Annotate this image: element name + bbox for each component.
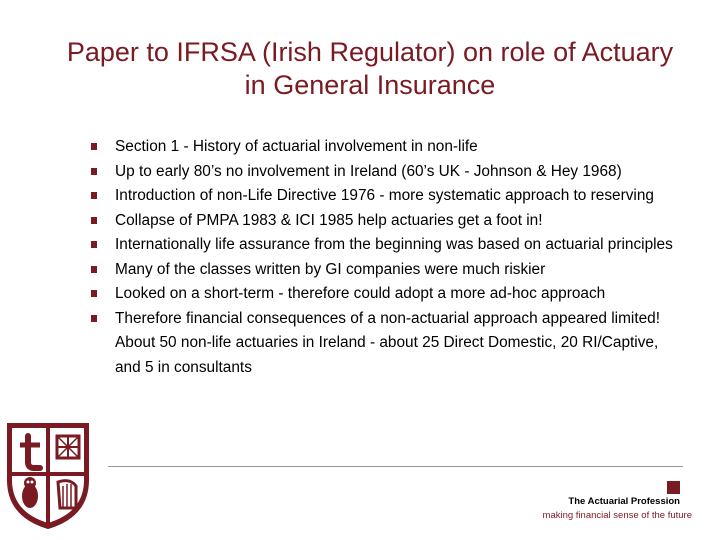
bullet-item: About 50 non-life actuaries in Ireland - about 25 Direct Domestic, 20 RI/Captive, and 5 in consultants <box>115 334 659 376</box>
bullet-item: Up to early 80’s no involvement in Ireland (60’s UK - Johnson & Hey 1968) <box>91 160 681 185</box>
slide-title: Paper to IFRSA (Irish Regulator) on role of Actuary in General Insurance <box>66 37 674 100</box>
bullet-item: Collapse of PMPA 1983 & ICI 1985 help actuaries get a foot in! <box>91 209 681 234</box>
bullet-item: Looked on a short-term - therefore could adopt a more ad-hoc approach <box>91 282 681 307</box>
bullet-item: Therefore financial consequences of a non-actuarial approach appeared limited! <box>91 307 681 332</box>
crest-svg <box>4 420 92 532</box>
footer-organisation: The Actuarial Profession <box>568 496 680 507</box>
bullet-item: Internationally life assurance from the beginning was based on actuarial principles <box>91 233 681 258</box>
bullet-item: Section 1 - History of actuarial involvement in non-life <box>91 135 681 160</box>
bullet-item: Introduction of non-Life Directive 1976 - more systematic approach to reserving <box>91 184 681 209</box>
footer-tagline: making financial sense of the future <box>542 510 692 521</box>
bullet-list <box>91 135 681 380</box>
square-icon <box>667 481 680 494</box>
bullet-item: Many of the classes written by GI companies were much riskier <box>91 258 681 283</box>
footer-divider <box>108 466 683 467</box>
crest-icon <box>4 420 92 532</box>
